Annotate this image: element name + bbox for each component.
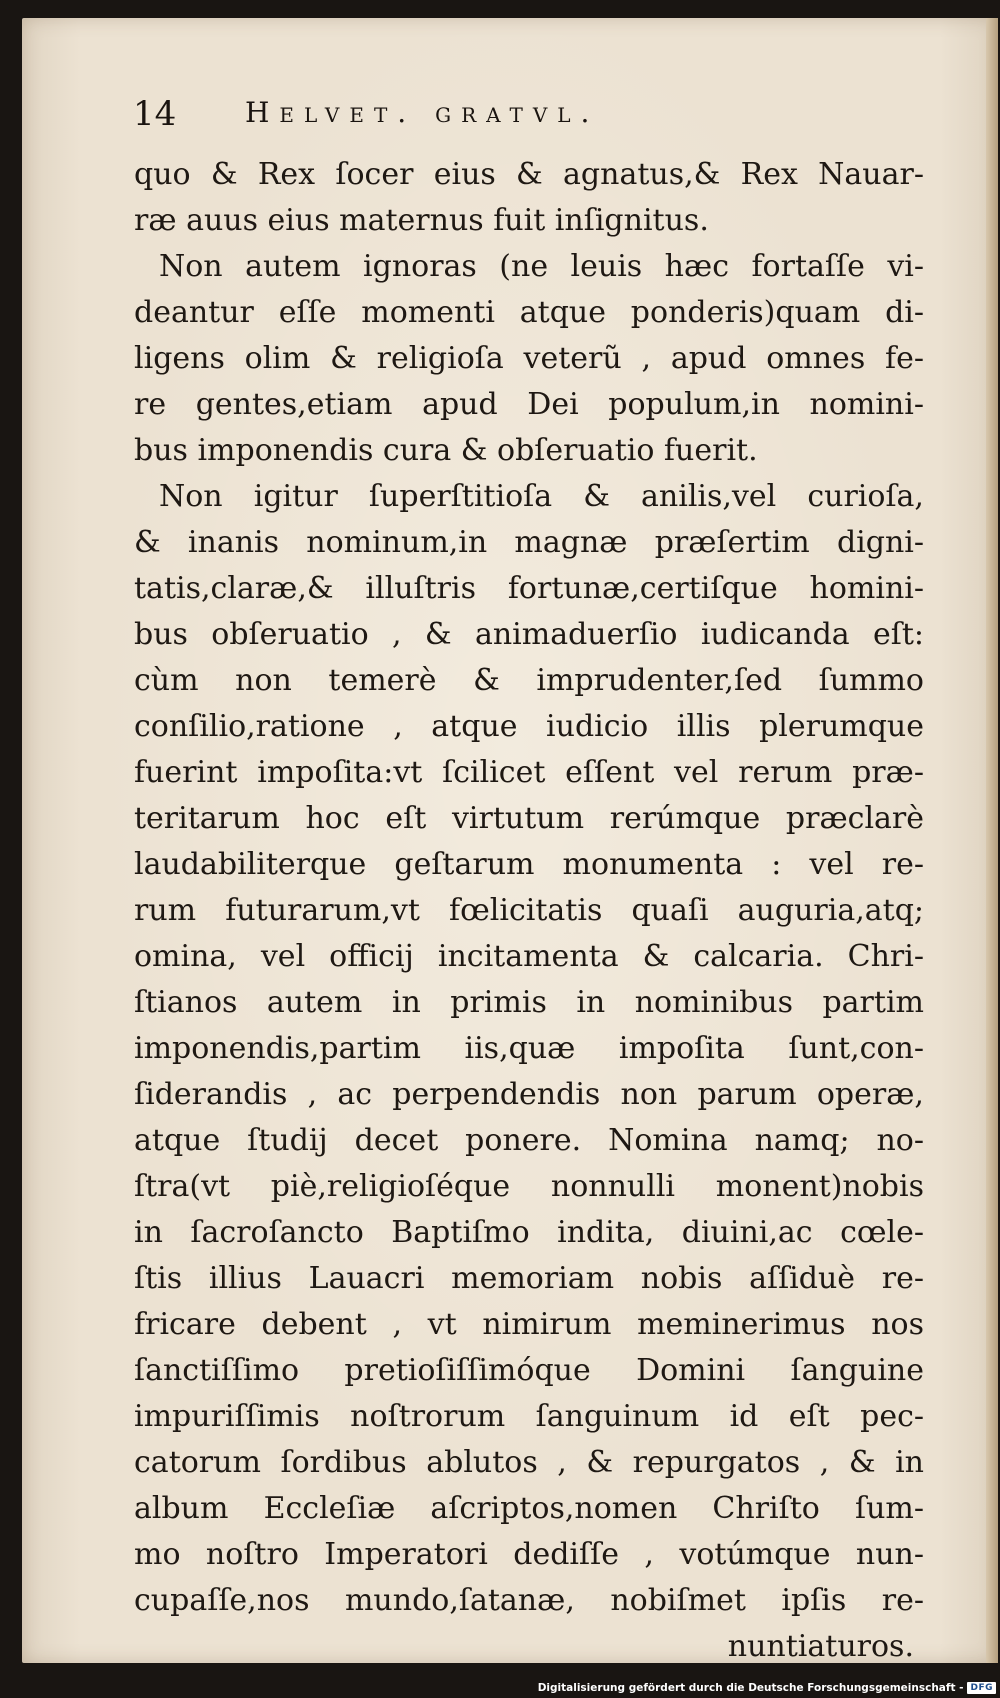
digitization-credit [538,1681,996,1695]
text-line: ſtis illius Lauacri memoriam nobis aſſiduè re- [134,1261,924,1296]
text-line: omina, vel officij incitamenta & calcaria. Chri- [134,939,925,974]
text-line: rum futurarum,vt fœlicitatis quaſi auguria,atq; [134,893,925,928]
text-line: teritarum hoc eſt virtutum rerúmque præclarè [134,801,925,836]
text-line: Non igitur ſuperſtitioſa & anilis,vel curioſa, [159,479,924,514]
text-line: laudabiliterque geſtarum monumenta : vel re- [134,847,925,882]
text-line: quo & Rex ſocer eius & agnatus,& Rex Nauar- [134,157,924,192]
text-line: conſilio,ratione , atque iudicio illis plerumque [134,709,925,744]
text-line: tatis,claræ,& illuſtris fortunæ,certiſque homini- [134,571,925,606]
text-line: cupaſſe,nos mundo,ſatanæ, nobiſmet ipſis re- [134,1583,924,1618]
text-line: ſiderandis , ac perpendendis non parum operæ, [134,1077,924,1112]
text-line: ſtianos autem in primis in nominibus partim [134,985,924,1020]
text-line: imponendis,partim iis,quæ impoſita ſunt,con- [134,1031,924,1066]
running-title: Helvet. gratvl. [245,96,600,129]
text-line: cùm non temerè & imprudenter,ſed ſummo [134,663,924,698]
text-line: atque ſtudij decet ponere. Nomina namq; no- [134,1123,925,1158]
dfg-logo: DFG [967,1682,996,1694]
text-line: bus obſeruatio , & animaduerſio iudicanda eſt: [134,617,925,652]
text-line: fricare debent , vt nimirum meminerimus nos [134,1307,924,1342]
text-line: ſanctiſſimo pretioſiſſimóque Domini ſanguine [134,1353,924,1388]
text-line: album Eccleſiæ aſcriptos,nomen Chriſto ſum- [134,1491,924,1526]
text-line: impuriſſimis noſtrorum ſanguinum id eſt pec- [134,1399,925,1434]
text-line: ræ auus eius maternus fuit inſignitus. [134,203,709,238]
text-line: & inanis nominum,in magnæ præſertim digni- [134,525,925,560]
text-line: deantur eſſe momenti atque ponderis)quam di- [134,295,925,330]
text-line: bus imponendis cura & obſeruatio fuerit. [134,433,758,468]
text-line: re gentes,etiam apud Dei populum,in nomini- [134,387,924,422]
text-line: nuntiaturos. [727,1629,914,1664]
text-line: fuerint impoſita:vt ſcilicet eſſent vel rerum præ- [134,755,924,790]
page-gutter [986,18,998,1663]
page-number: 14 [133,94,177,134]
text-line: ſtra(vt piè,religioſéque nonnulli monent)nobis [134,1169,924,1204]
credit-text: Digitalisierung gefördert durch die Deutsche Forschungsgemeinschaft - [537,1682,964,1694]
text-line: ligens olim & religioſa veterũ , apud omnes fe- [134,341,924,376]
text-line: Non autem ignoras (ne leuis hæc fortaſſe vi- [159,249,925,284]
text-line: in ſacroſancto Baptiſmo indita, diuini,ac cœle- [134,1215,925,1250]
text-line: mo noſtro Imperatori dediſſe , votúmque nun- [134,1537,925,1572]
body-text [134,152,934,1670]
text-line: catorum ſordibus ablutos , & repurgatos , & in [134,1445,924,1480]
